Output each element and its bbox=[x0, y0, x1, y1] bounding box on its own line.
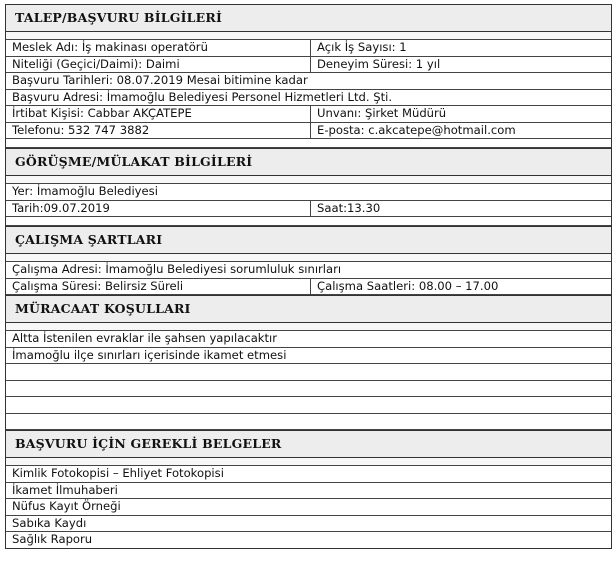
empty-row bbox=[6, 381, 611, 398]
section-title-interview: GÖRÜŞME/MÜLAKAT BİLGİLERİ bbox=[6, 149, 611, 176]
work-duration: Çalışma Süresi: Belirsiz Süreli bbox=[6, 279, 311, 295]
list-item: Altta İstenilen evraklar ile şahsen yapılacaktır bbox=[6, 330, 611, 348]
table-row bbox=[6, 123, 611, 140]
empty-row bbox=[6, 364, 611, 381]
empty-row bbox=[6, 414, 611, 431]
table-row bbox=[6, 279, 611, 296]
contact-person: İrtibat Kişisi: Cabbar AKÇATEPE bbox=[6, 106, 311, 122]
contact-phone: Telefonu: 532 747 3882 bbox=[6, 123, 311, 139]
empty-row bbox=[6, 397, 611, 414]
table-row bbox=[6, 261, 611, 279]
table-row bbox=[6, 106, 611, 123]
table-row bbox=[6, 39, 611, 57]
section-working-conditions bbox=[5, 226, 612, 295]
table-row bbox=[6, 183, 611, 201]
application-address: Başvuru Adresi: İmamoğlu Belediyesi Personel Hizmetleri Ltd. Şti. bbox=[12, 89, 393, 104]
list-item: İkamet İlmuhaberi bbox=[6, 483, 611, 500]
section-title-working: ÇALIŞMA ŞARTLARI bbox=[6, 227, 611, 254]
list-item: Sabıka Kaydı bbox=[6, 516, 611, 533]
contact-email: E-posta: c.akcatepe@hotmail.com bbox=[317, 122, 516, 137]
section-title-documents: BAŞVURU İÇİN GEREKLİ BELGELER bbox=[6, 431, 611, 458]
work-hours: Çalışma Saatleri: 08.00 – 17.00 bbox=[317, 278, 499, 293]
section-required-documents bbox=[5, 430, 612, 549]
table-row bbox=[6, 90, 611, 107]
interview-date: Tarih:09.07.2019 bbox=[6, 201, 311, 217]
section-title-conditions: MÜRACAAT KOŞULLARI bbox=[6, 296, 611, 323]
table-row bbox=[6, 57, 611, 74]
job-posting-form bbox=[5, 4, 612, 549]
section-title-application: TALEP/BAŞVURU BİLGİLERİ bbox=[6, 5, 611, 32]
open-positions: Açık İş Sayısı: 1 bbox=[317, 40, 407, 54]
interview-time: Saat:13.30 bbox=[317, 200, 381, 215]
work-address: Çalışma Adresi: İmamoğlu Belediyesi sorumluluk sınırları bbox=[12, 262, 342, 276]
list-item: Kimlik Fotokopisi – Ehliyet Fotokopisi bbox=[6, 465, 611, 483]
section-application-info bbox=[5, 4, 612, 148]
table-row bbox=[6, 201, 611, 218]
interview-location: Yer: İmamoğlu Belediyesi bbox=[12, 184, 158, 198]
contact-title: Unvanı: Şirket Müdürü bbox=[317, 106, 447, 120]
employment-type: Niteliği (Geçici/Daimi): Daimi bbox=[6, 57, 311, 73]
application-dates: Başvuru Tarihleri: 08.07.2019 Mesai bitimine kadar bbox=[12, 73, 308, 87]
list-item: İmamoğlu ilçe sınırları içerisinde ikamet etmesi bbox=[6, 348, 611, 365]
occupation-name: Meslek Adı: İş makinası operatörü bbox=[6, 40, 311, 56]
section-application-conditions bbox=[5, 295, 612, 430]
list-item: Nüfus Kayıt Örneği bbox=[6, 499, 611, 516]
table-row bbox=[6, 73, 611, 90]
list-item: Sağlık Raporu bbox=[6, 532, 611, 548]
experience-duration: Deneyim Süresi: 1 yıl bbox=[317, 56, 441, 71]
section-interview-info bbox=[5, 148, 612, 226]
